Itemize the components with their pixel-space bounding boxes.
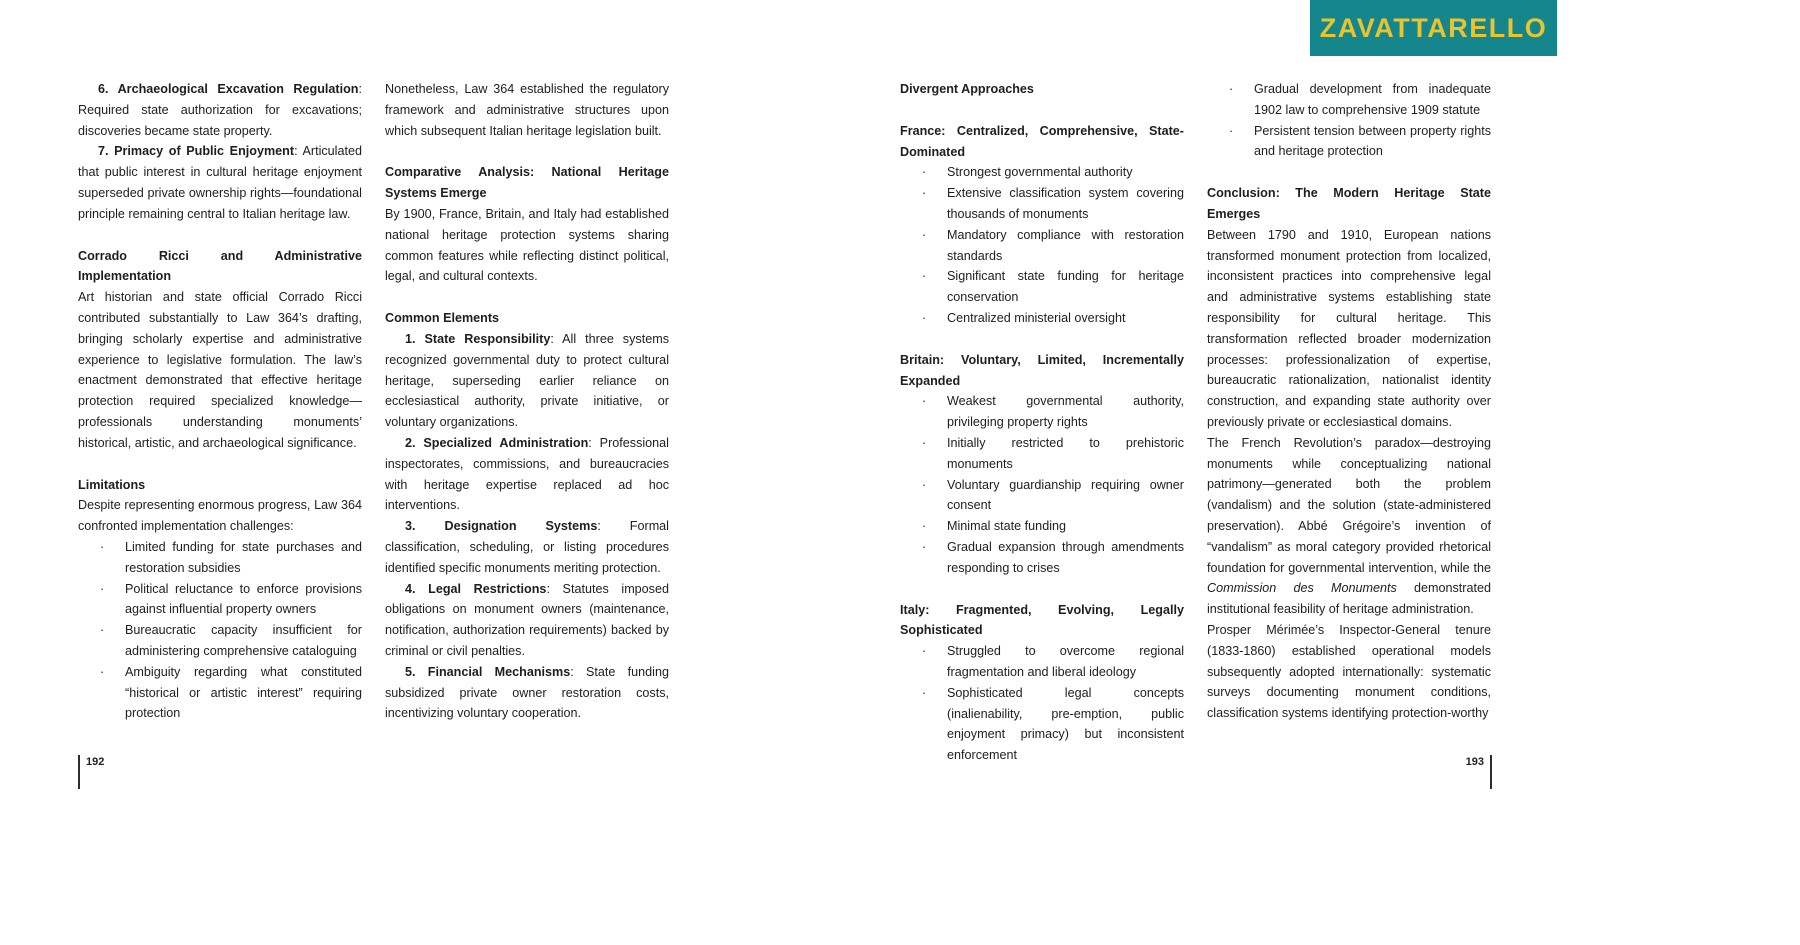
footer-left [78, 755, 110, 789]
paragraph [385, 516, 669, 578]
text-run: : Formal classification, scheduling, or listing procedures identified specific monuments meriting protection. [385, 519, 669, 575]
page-192-column-1 [78, 79, 362, 724]
text-run: demonstrated institutional feasibility of heritage administration. [1207, 581, 1491, 617]
paragraph [385, 579, 669, 662]
paragraph [385, 433, 669, 516]
bullet-icon: · [922, 519, 927, 534]
paragraph-lead: 3. Designation Systems [405, 519, 598, 534]
paragraph [1207, 433, 1491, 620]
text-run: Art historian and state official Corrado Ricci contributed substantially to Law 364’s drafting, bringing scholarly expertise and administrative experience to legislative formulation. The law’s enactment demonstrated that effective heritage protection required specialized knowledge—professionals understanding monuments’ historical, artistic, and archaeological significance. [78, 290, 362, 450]
bullet-icon: · [1229, 82, 1234, 96]
section-heading: Divergent Approaches [900, 82, 1034, 96]
bullet-item [900, 683, 1184, 766]
bullet-item [78, 620, 362, 662]
bullet-text: Bureaucratic capacity insufficient for administering comprehensive cataloguing [125, 623, 362, 658]
text-run: : Required state authorization for excavations; discoveries became state property. [78, 82, 362, 138]
italic-text: Commission des Monuments [1207, 581, 1397, 596]
paragraph [385, 79, 669, 141]
text-run: Between 1790 and 1910, European nations transformed monument protection from localized, inconsistent practices into comprehensive legal and administrative systems establishing state responsibility for cultural heritage. This transformation reflected broader modernization processes: professionalization of expertise, bureaucratic rationalization, nationalist identity construction, and expanding state authority over previously private or ecclesiastical domains. [1207, 227, 1491, 429]
bullet-text: Political reluctance to enforce provisions against influential property owners [125, 581, 362, 617]
paragraph [385, 204, 669, 287]
bullet-text: Strongest governmental authority [947, 165, 1133, 180]
paragraph [78, 287, 362, 453]
bullet-list [1207, 79, 1491, 162]
bullet-icon: · [1229, 123, 1234, 138]
bullet-list [900, 391, 1184, 578]
page-192-column-2 [385, 79, 669, 724]
bullet-text: Voluntary guardianship requiring owner consent [947, 477, 1184, 513]
bullet-icon: · [100, 664, 105, 679]
bullet-text: Significant state funding for heritage conservation [947, 269, 1184, 305]
section-heading: Comparative Analysis: National Heritage Systems Emerge [385, 165, 669, 201]
bullet-icon: · [922, 269, 927, 284]
bullet-item [900, 183, 1184, 225]
paragraph-lead: 5. Financial Mechanisms [405, 664, 571, 679]
bullet-icon: · [100, 539, 105, 554]
bullet-text: Persistent tension between property rights and heritage protection [1254, 123, 1491, 159]
bullet-item [900, 475, 1184, 517]
bullet-text: Mandatory compliance with restoration standards [947, 227, 1184, 263]
bullet-text: Extensive classification system covering thousands of monuments [947, 186, 1184, 221]
bullet-icon: · [100, 581, 105, 596]
bullet-text: Gradual expansion through amendments responding to crises [947, 539, 1184, 575]
bullet-item [900, 266, 1184, 308]
bullet-text: Minimal state funding [947, 519, 1067, 534]
page-193-column-2 [1207, 79, 1491, 724]
paragraph [1207, 225, 1491, 433]
section-heading: France: Centralized, Comprehensive, State-Dominated [900, 123, 1184, 159]
bullet-item [900, 537, 1184, 579]
paragraph [78, 79, 362, 141]
footer-rule-right [1490, 755, 1492, 789]
paragraph-lead: 2. Specialized Administration [405, 435, 589, 450]
paragraph [385, 329, 669, 433]
text-run: Despite representing enormous progress, Law 364 confronted implementation challenges: [78, 498, 362, 534]
bullet-text: Centralized ministerial oversight [947, 310, 1126, 325]
bullet-icon: · [922, 539, 927, 554]
bullet-icon: · [922, 227, 927, 242]
bullet-text: Initially restricted to prehistoric monuments [947, 435, 1184, 471]
page-193-column-1 [900, 79, 1184, 766]
paragraph [78, 141, 362, 224]
bullet-icon: · [922, 644, 927, 659]
bullet-item [900, 391, 1184, 433]
text-run: : Articulated that public interest in cultural heritage enjoyment superseded private ownership rights—foundational principle remaining central to Italian heritage law. [78, 144, 362, 221]
bullet-item [78, 537, 362, 579]
text-run: : State funding subsidized private owner restoration costs, incentivizing voluntary cooperation. [385, 664, 669, 721]
chapter-banner [1310, 0, 1557, 56]
paragraph-lead: 7. Primacy of Public Enjoyment [98, 144, 295, 159]
bullet-list [900, 162, 1184, 328]
bullet-list [78, 537, 362, 724]
bullet-icon: · [922, 477, 927, 492]
section-heading: Corrado Ricci and Administrative Implementation [78, 248, 362, 284]
bullet-item [900, 308, 1184, 329]
text-run: : Professional inspectorates, commissions, and bureaucracies with heritage expertise replaced ad hoc interventions. [385, 435, 669, 513]
section-heading: Italy: Fragmented, Evolving, Legally Sophisticated [900, 602, 1184, 638]
text-run: Nonetheless, Law 364 established the regulatory framework and administrative structures upon which subsequent Italian heritage legislation built. [385, 82, 669, 138]
bullet-item [900, 433, 1184, 475]
section-heading: Limitations [78, 477, 146, 492]
bullet-item [78, 579, 362, 621]
bullet-icon: · [922, 685, 927, 700]
bullet-item [78, 662, 362, 724]
page-number-right: 193 [1465, 756, 1484, 768]
footer-right [1460, 755, 1492, 789]
bullet-item [1207, 79, 1491, 121]
paragraph [78, 495, 362, 537]
section-heading: Common Elements [385, 311, 500, 326]
bullet-item [900, 225, 1184, 267]
bullet-icon: · [922, 186, 927, 201]
bullet-item [1207, 121, 1491, 163]
paragraph [1207, 620, 1491, 724]
paragraph-lead: 6. Archaeological Excavation Regulation [98, 82, 359, 96]
text-run: Prosper Mérimée’s Inspector-General tenure (1833-1860) established operational models subsequently adopted internationally: systematic surveys documenting monument conditions, classification systems identifying protection-worthy [1207, 622, 1491, 721]
bullet-icon: · [100, 623, 105, 638]
bullet-text: Struggled to overcome regional fragmentation and liberal ideology [947, 644, 1184, 679]
bullet-icon: · [922, 394, 927, 409]
page-number-left: 192 [86, 756, 105, 768]
bullet-list [900, 641, 1184, 766]
paragraph-lead: 4. Legal Restrictions [405, 581, 547, 596]
text-run: By 1900, France, Britain, and Italy had established national heritage protection systems sharing common features while reflecting distinct political, legal, and cultural contexts. [385, 206, 669, 284]
bullet-item [900, 516, 1184, 537]
bullet-item [900, 162, 1184, 183]
section-heading: Conclusion: The Modern Heritage State Emerges [1207, 186, 1491, 221]
bullet-icon: · [922, 435, 927, 450]
paragraph [385, 662, 669, 724]
text-run: : All three systems recognized governmental duty to protect cultural heritage, superseding earlier reliance on ecclesiastical authority, private initiative, or voluntary organizations. [385, 331, 669, 430]
bullet-text: Sophisticated legal concepts (inalienability, pre-emption, public enjoyment primacy) but inconsistent enforcement [947, 685, 1184, 763]
bullet-icon: · [922, 310, 927, 325]
text-run: The French Revolution’s paradox—destroying monuments while conceptualizing national patrimony—generated both the problem (vandalism) and the solution (state-administered preservation). Abbé Grégoire’s invention of “vandalism” as moral category provided rhetorical foundation for governmental intervention, while the [1207, 435, 1491, 575]
bullet-text: Weakest governmental authority, privileging property rights [947, 394, 1184, 430]
text-run: : Statutes imposed obligations on monument owners (maintenance, notification, authorization requirements) backed by criminal or civil penalties. [385, 581, 669, 658]
paragraph-lead: 1. State Responsibility [405, 331, 551, 346]
chapter-title: ZAVATTARELLO [1319, 12, 1548, 43]
bullet-text: Limited funding for state purchases and restoration subsidies [125, 539, 362, 575]
bullet-icon: · [922, 165, 927, 180]
bullet-text: Gradual development from inadequate 1902 law to comprehensive 1909 statute [1254, 82, 1491, 117]
bullet-item [900, 641, 1184, 683]
section-heading: Britain: Voluntary, Limited, Incrementally Expanded [900, 352, 1184, 388]
bullet-text: Ambiguity regarding what constituted “historical or artistic interest” requiring protection [125, 664, 362, 721]
